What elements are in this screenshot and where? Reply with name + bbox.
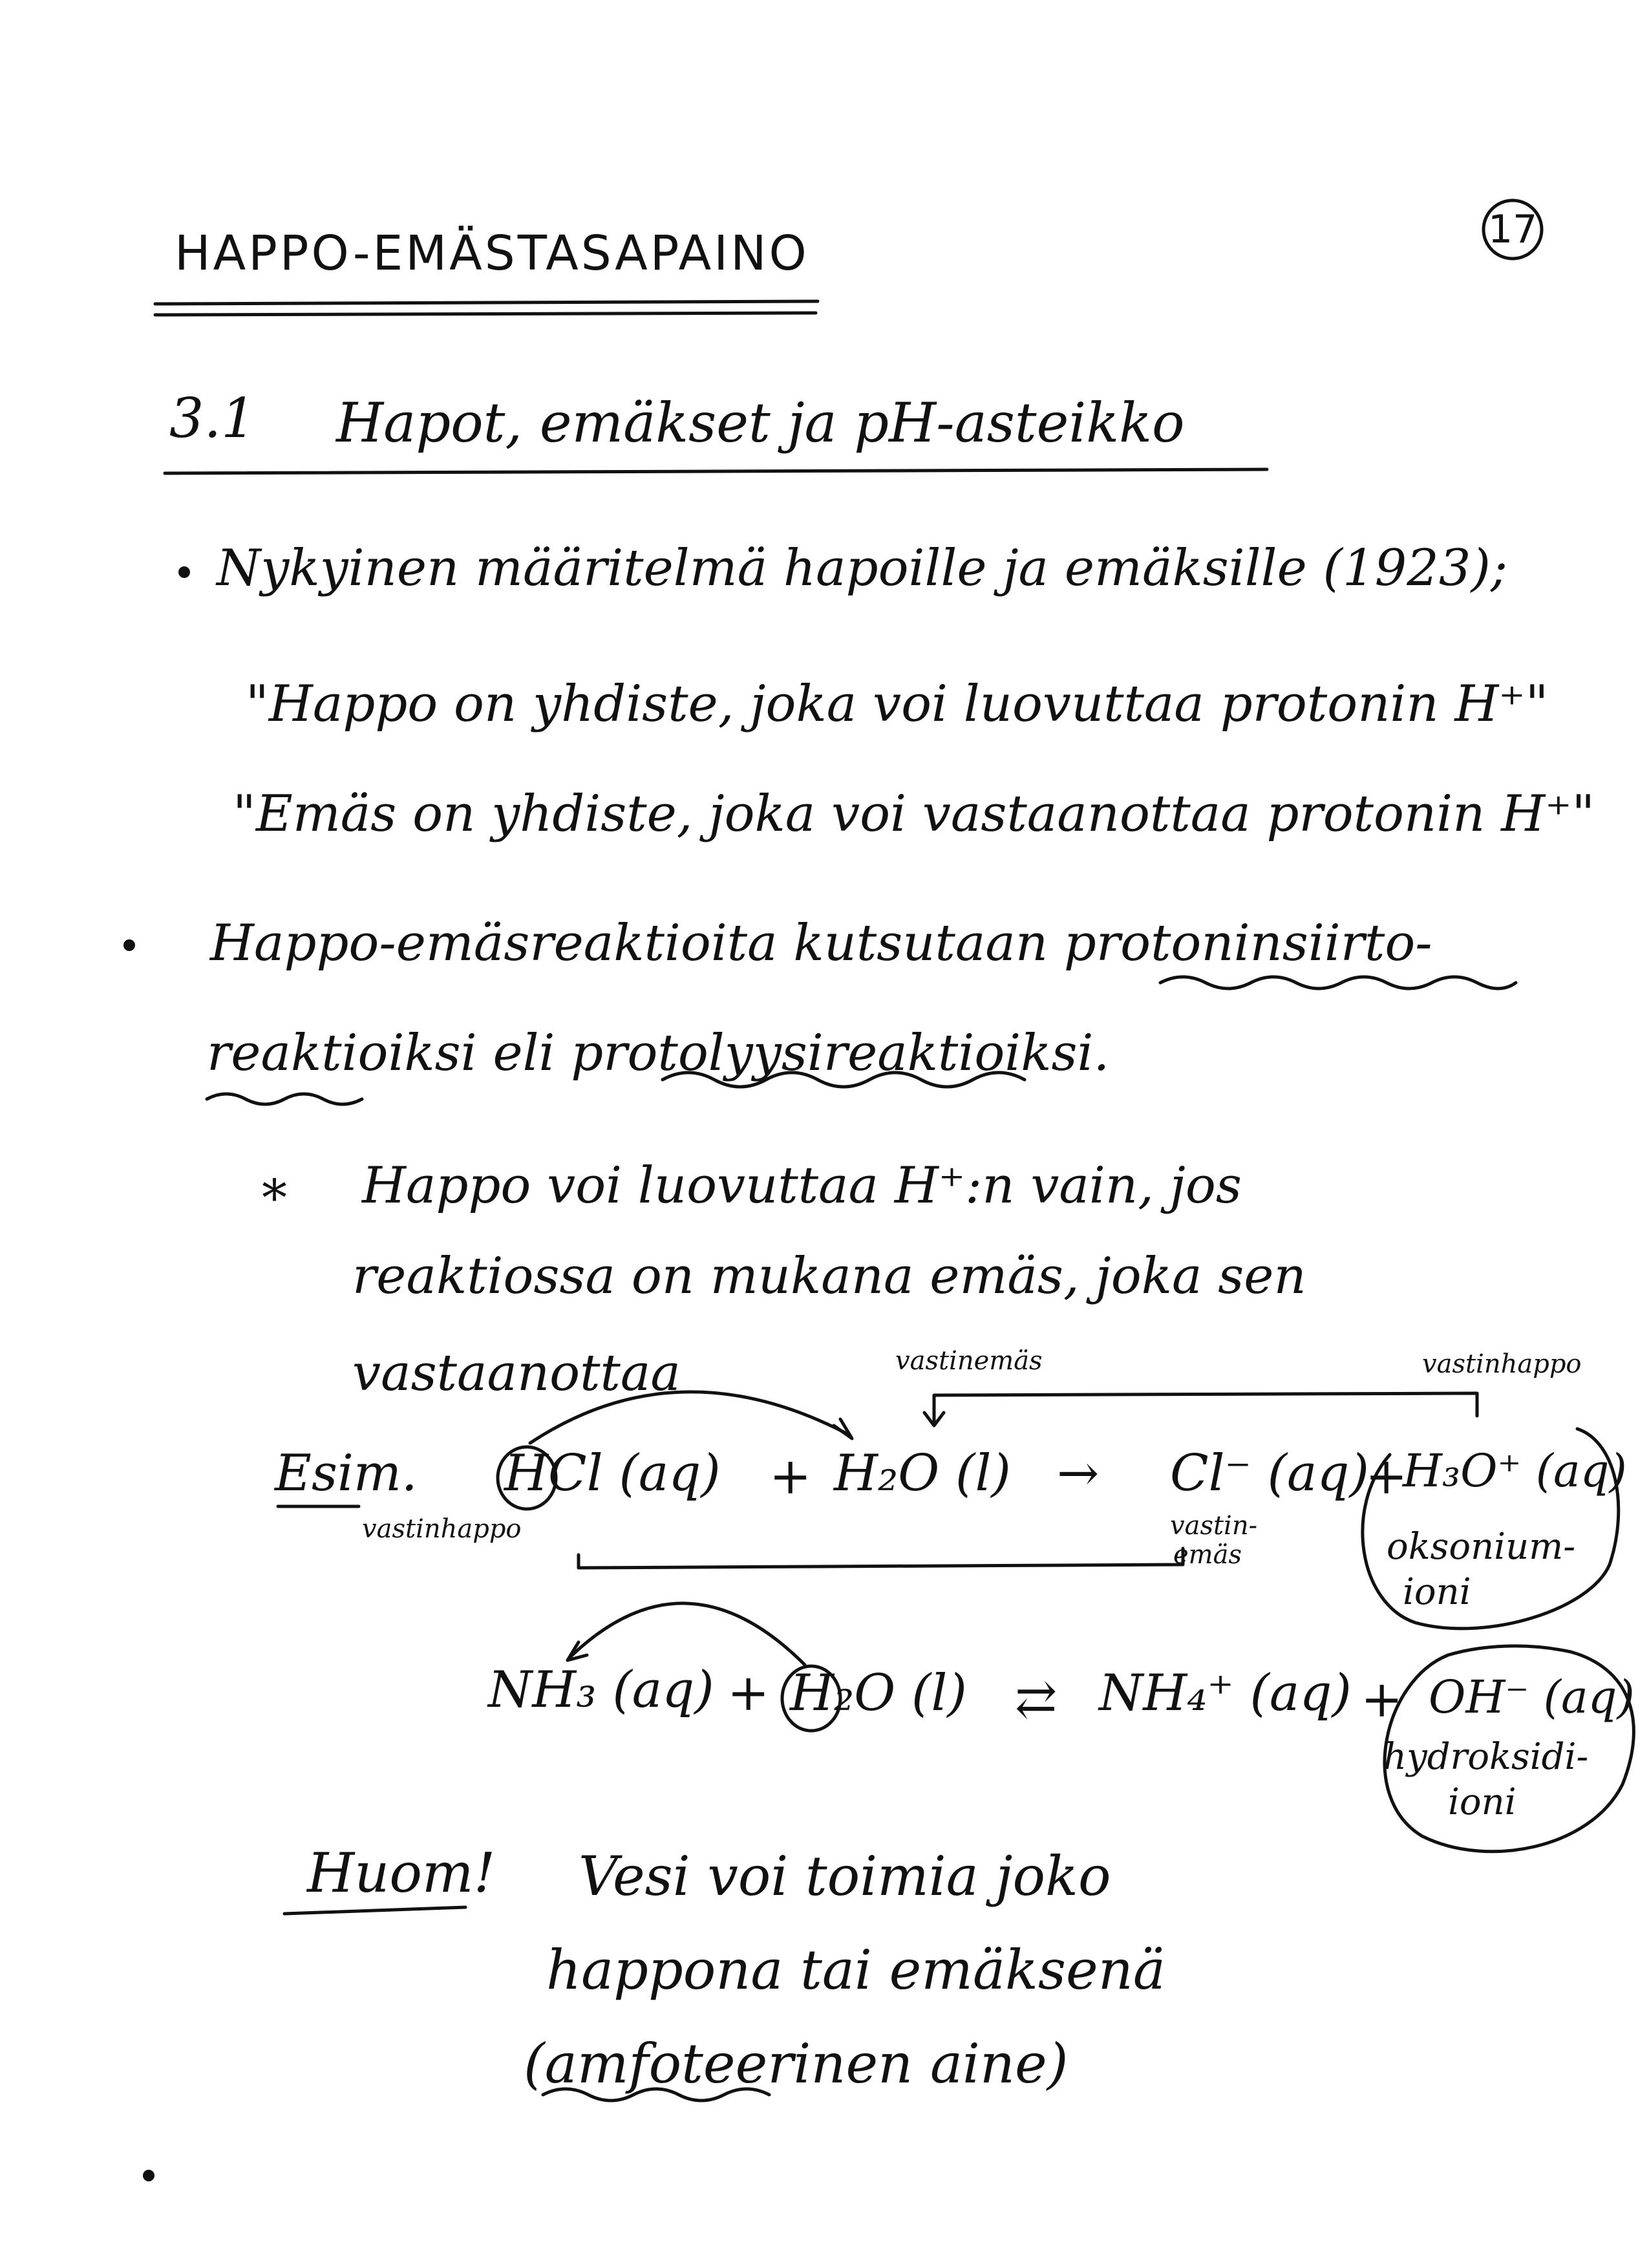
eq1-reactant1: HCl (aq): [504, 1444, 721, 1503]
huom-label: Huom!: [307, 1841, 496, 1905]
section-underline: [165, 469, 1267, 473]
huom-underline: [284, 1907, 465, 1914]
bullet1-line2: "Happo on yhdiste, joka voi luovuttaa protonin H⁺": [246, 675, 1549, 733]
page-title: HAPPO-EMÄSTASAPAINO: [175, 226, 809, 281]
bracket-bottom: [579, 1548, 1183, 1568]
star-note-line2: reaktiossa on mukana emäs, joka sen: [352, 1247, 1306, 1305]
bullet-dot-3: [143, 2170, 154, 2181]
eq1-arrow: →: [1057, 1444, 1100, 1503]
bullet-dot-2: [123, 939, 135, 951]
label-vastinemas-top: vastinemäs: [895, 1346, 1043, 1376]
bullet2-line1: Happo-emäsreaktioita kutsutaan protoninsiirto-: [210, 914, 1432, 972]
label-vastinhappo-bottom: vastinhappo: [362, 1514, 522, 1544]
bullet1-line3: "Emäs on yhdiste, joka voi vastaanottaa protonin H⁺": [233, 785, 1595, 843]
title-underline-1: [155, 301, 818, 304]
page-number: 17: [1488, 207, 1538, 252]
example-label: Esim.: [275, 1444, 418, 1503]
bullet-dot-1: [178, 566, 190, 578]
eq2-reactant1: NH₃ (aq): [488, 1661, 714, 1719]
label-vastinemas-bottom-1: vastin-: [1170, 1511, 1258, 1541]
hydroksidi-label-2: ioni: [1448, 1781, 1516, 1823]
oksonium-label-1: oksonium-: [1387, 1526, 1576, 1568]
eq2-arrow: ⇄: [1015, 1671, 1058, 1729]
huom-line3: (amfoteerinen aine): [524, 2032, 1069, 2095]
eq1-plus1: +: [769, 1448, 812, 1506]
wavy-underline-protoninsiirto: [1160, 977, 1516, 989]
eq1-product2: H₃O⁺ (aq): [1403, 1444, 1627, 1497]
bracket-top: [934, 1393, 1477, 1422]
label-vastinhappo-top: vastinhappo: [1422, 1349, 1582, 1379]
arrow-h-to-water-head: [834, 1419, 852, 1439]
wavy-underline-reaktioiksi: [207, 1094, 362, 1104]
hydroksidi-label-1: hydroksidi-: [1383, 1736, 1589, 1778]
section-title: Hapot, emäkset ja pH-asteikko: [336, 391, 1185, 455]
eq2-product1: NH₄⁺ (aq): [1099, 1664, 1352, 1722]
section-number: 3.1: [169, 387, 256, 450]
eq1-product1: Cl⁻ (aq): [1170, 1444, 1369, 1503]
eq2-plus1: +: [727, 1664, 770, 1722]
huom-line2: happona tai emäksenä: [546, 1938, 1165, 2002]
label-vastinemas-bottom-2: emäs: [1173, 1540, 1242, 1570]
star-note-line1: Happo voi luovuttaa H⁺:n vain, jos: [362, 1157, 1242, 1215]
title-underline-2: [155, 313, 816, 315]
star-note-line3: vastaanottaa: [352, 1344, 681, 1402]
oksonium-label-2: ioni: [1403, 1571, 1471, 1613]
eq1-reactant2: H₂O (l): [834, 1444, 1011, 1503]
arrow-h-to-ammonia: [569, 1603, 805, 1665]
eq1-plus2: +: [1365, 1448, 1408, 1506]
bullet2-line2: reaktioiksi eli protolyysireaktioiksi.: [207, 1024, 1110, 1082]
eq2-product2: OH⁻ (aq): [1429, 1671, 1635, 1724]
star-marker: *: [262, 1170, 287, 1228]
bullet1-line1: Nykyinen määritelmä hapoille ja emäksille (1923);: [217, 539, 1508, 597]
eq2-reactant2: H₂O (l): [790, 1664, 967, 1722]
eq2-plus2: +: [1361, 1671, 1403, 1729]
huom-line1: Vesi voi toimia joko: [579, 1845, 1111, 1908]
